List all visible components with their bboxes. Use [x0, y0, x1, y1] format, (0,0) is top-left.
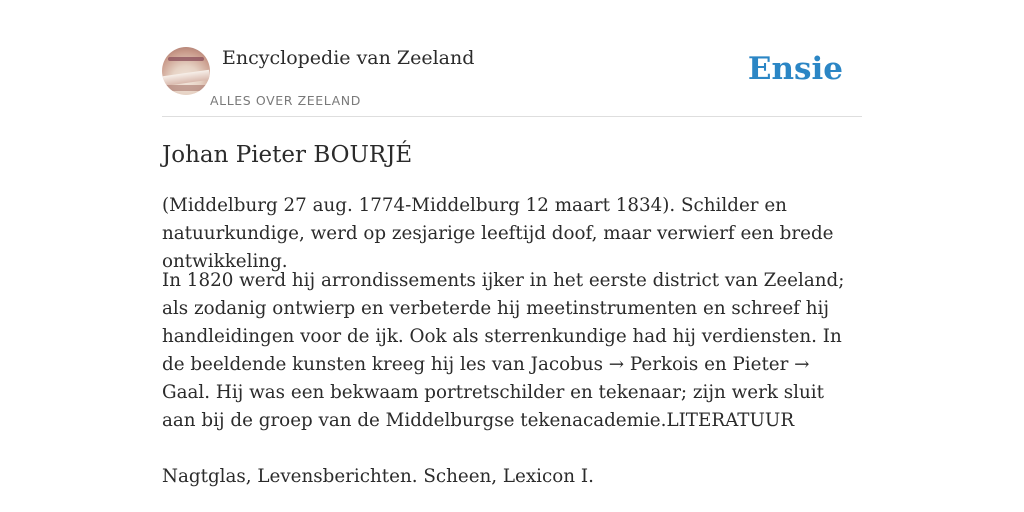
site-tagline: ALLES OVER ZEELAND — [210, 93, 361, 108]
article-paragraph: (Middelburg 27 aug. 1774-Middelburg 12 maart 1834). Schilder en natuurkundige, werd op zesjarige leeftijd doof, maar verwierf een brede ontwikkeling. — [162, 195, 834, 272]
site-header — [162, 0, 862, 117]
site-title[interactable]: Encyclopedie van Zeeland — [222, 47, 475, 69]
article-title: Johan Pieter BOURJÉ — [162, 142, 413, 168]
article-paragraph: In 1820 werd hij arrondissements ijker in het eerste district van Zeeland; als zodanig ontwierp en verbeterde hij meetinstrumenten en schreef hij handleidingen voor de ijk. Ook als sterrenkundige had hij verdiensten. In de beeldende kunsten kreeg hij les van Jacobus → Perkois en Pieter → Gaal. Hij was een bekwaam portretschilder en tekenaar; zijn werk sluit aan bij de groep van de Middelburgse tekenacademie.LITERATUUR — [162, 270, 845, 431]
article-references: Nagtglas, Levensberichten. Scheen, Lexicon I. — [162, 466, 594, 487]
avatar-detail — [162, 70, 210, 87]
site-avatar[interactable] — [162, 47, 210, 95]
ensie-logo[interactable]: Ensie — [747, 51, 843, 87]
page-container — [162, 0, 862, 487]
avatar-detail — [168, 57, 204, 61]
avatar-detail — [166, 85, 206, 91]
